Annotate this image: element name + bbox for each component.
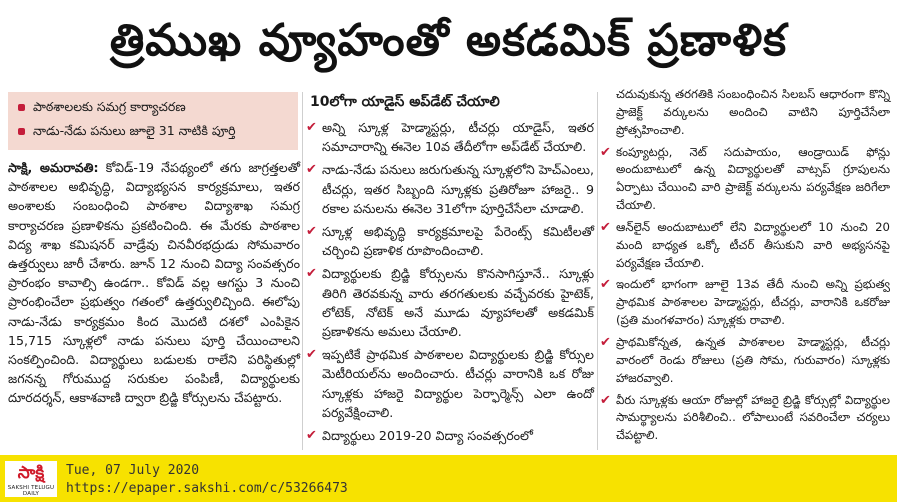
check-icon: ✔: [600, 277, 611, 293]
article-headline: త్రిముఖ వ్యూహంతో అకడమిక్ ప్రణాళిక: [109, 15, 788, 66]
article-paragraph: కోవిడ్-19 నేపథ్యంలో తగు జాగ్రత్తలతో పాఠశాలల అభివృద్ధి, విద్యాభ్యసన కార్యక్రమాలు, ఇతర అంశాలకు సంబంధించి పాఠశాల విద్యాశాఖ సమగ్ర కార్యాచరణ ప్రణాళికను ప్రకటించింది. ఈ మేరకు పాఠశాల విద్య శాఖ కమిషనర్ వాడ్రేవు చినవీరభద్రుడు సోమవారం ఉత్తర్వులు జారీ చేశారు. జూన్ 12 నుంచి విద్యా సంవత్సరం ప్రారంభం కావాల్సి ఉండగా.. కోవిడ్ వల్ల ఆగస్టు 3 నుంచి ప్రారంభించేలా ప్రభుత్వం గతంలో ఉత్తర్వులిచ్చింది. ఈలోపు నాడు-నేడు కార్యక్రమం కింద మొదటి దశలో ఎంపికైన 15,715 స్కూళ్లలో నాడు పనులు పూర్తి చేయించాలని సంకల్పించింది. విద్యార్థులు బడులకు రాలేని పరిస్థితుల్లో జగనన్న గోరుముద్ద సరుకుల పంపిణీ, విద్యార్థులకు దూరదర్శన్, ఆకాశవాణి ద్వారా బ్రిడ్జి కోర్సులను చేపట్టారు.: [8, 160, 300, 406]
list-item-text: ఇప్పటికే ప్రాథమిక పాఠశాలల విద్యార్థులకు బ్రిడ్జి కోర్సుల మెటీరియల్‌ను అందించారు. టీచర్లు వారానికి ఒక రోజు స్కూళ్లకు హాజరై విద్యార్థుల పెర్ఫార్మెన్స్ ఎలా ఉందో పర్యవేక్షించాలి.: [322, 347, 594, 420]
list-item-text: స్కూళ్ల అభివృద్ధి కార్యక్రమాలపై పేరెంట్స్ కమిటీలతో చర్చించి ప్రణాళిక రూపొందించాలి.: [322, 224, 594, 259]
epaper-link[interactable]: https://epaper.sakshi.com/c/53266473: [66, 481, 348, 496]
list-item-text: విద్యార్థులకు బ్రిడ్జి కోర్సులను కొనసాగిస్తూనే.. స్కూళ్లు తిరిగి తెరవకున్న వారు తరగతులకు వచ్చేవరకు హైటెక్, లోటెక్, నోటెక్ అనే మూడు వ్యూహాలతో అకడమిక్ ప్రణాళికను అమలు చేయాలి.: [322, 266, 594, 340]
list-item: [600, 219, 890, 273]
check-icon: ✔: [306, 162, 317, 178]
article-column-1: [8, 158, 300, 408]
highlights-box: [8, 92, 298, 150]
dateline: సాక్షి, అమరావతి:: [8, 160, 99, 175]
list-item-text: వీరు స్కూళ్లకు ఆయా రోజుల్లో హాజరై బ్రిడ్జి కోర్సుల్లో విద్యార్థుల సామర్థ్యాలను పరిశీలించి.. లోపాలుంటే సవరించేలా చర్యలు చేపట్టాలి.: [616, 392, 890, 443]
list-item: [306, 426, 594, 445]
logo-subtext: SAKSHI TELUGU DAILY: [7, 485, 55, 497]
list-item: [306, 160, 594, 218]
list-item-text: చదువుకున్న తరగతికి సంబంధించిన సిలబస్ ఆధారంగా కొన్ని ప్రాజెక్ట్ వర్కులను అందించి వాటిని పూర్తిచేసేలా ప్రోత్సహించాలి.: [616, 87, 890, 137]
highlight-item: [8, 116, 298, 140]
bullet-icon: [18, 104, 25, 111]
logo-text: సాక్షి: [17, 463, 45, 483]
check-icon: ✔: [306, 428, 317, 444]
column-divider: [597, 92, 598, 450]
check-icon: ✔: [600, 392, 611, 408]
sub-heading: 10లోగా యాడైస్ అప్‌డేట్ చేయాలి: [310, 94, 500, 110]
check-icon: ✔: [306, 266, 317, 282]
list-item: [600, 86, 890, 140]
list-item: [600, 334, 890, 388]
list-item: [600, 144, 890, 215]
check-icon: ✔: [600, 219, 611, 235]
highlight-text: నాడు-నేడు పనులు జూలై 31 నాటికి పూర్తి: [33, 123, 236, 138]
list-item-text: ఇందులో భాగంగా జూలై 13వ తేదీ నుంచి అన్ని ప్రభుత్వ ప్రాథమిక పాఠశాలల హెడ్మాస్టర్లు, టీచర్లు, వారానికి ఒకరోజు (ప్రతి మంగళవారం) స్కూళ్లకు రావాలి.: [616, 277, 890, 328]
check-icon: ✔: [600, 334, 611, 350]
check-icon: ✔: [600, 144, 611, 160]
list-item-text: కంప్యూటర్లు, నెట్ సదుపాయం, ఆండ్రాయిడ్ ఫోన్లు అందుబాటులో ఉన్న విద్యార్థులతో వాట్సప్ గ్రూపులను ఏర్పాటు చేయించి వారి ప్రాజెక్ట్ వర్కులను పర్యవేక్షణ జరిగేలా చేయాలి.: [616, 144, 890, 213]
list-item: [600, 392, 890, 446]
article-column-3: [600, 86, 890, 449]
highlight-text: పాఠశాలలకు సమగ్ర కార్యాచరణ: [33, 99, 186, 114]
bullet-icon: [18, 128, 25, 135]
indent-spacer: [600, 86, 616, 140]
list-item: [306, 264, 594, 341]
article-column-2: [306, 92, 594, 449]
list-item: [306, 118, 594, 156]
list-item-text: విద్యార్థులు 2019-20 విద్యా సంవత్సరంలో: [322, 428, 534, 444]
list-item-text: ప్రాథమికోన్నత, ఉన్నత పాఠశాలల హెడ్మాస్టర్లు, టీచర్లు వారంలో రెండు రోజులు (ప్రతి సోమ, గురువారం) స్కూళ్లకు హాజరవ్వాలి.: [616, 334, 890, 385]
check-icon: ✔: [306, 224, 317, 240]
highlight-item: [8, 92, 298, 116]
list-item-text: అన్ని స్కూళ్ల హెడ్మాస్టర్లు, టీచర్లు యాడైస్, ఇతర సమాచారాన్ని ఈనెల 10వ తేదీలోగా అప్‌డేట్ చేయాలి.: [322, 120, 594, 155]
epaper-footer: [0, 455, 897, 502]
check-icon: ✔: [306, 347, 317, 363]
list-item-text: ఆన్‌లైన్ అందుబాటులో లేని విద్యార్థులలో 10 నుంచి 20 మంది బాధ్యత ఒక్కో టీచర్ తీసుకుని వారి అభ్యసనపై పర్యవేక్షణ చేయాలి.: [616, 219, 890, 270]
check-icon: ✔: [306, 120, 317, 135]
column-divider: [302, 92, 303, 450]
sakshi-logo[interactable]: [5, 461, 57, 497]
list-item-text: నాడు-నేడు పనులు జరుగుతున్న స్కూళ్లలోని హెచ్ఎంలు, టీచర్లు, ఇతర సిబ్బంది స్కూళ్లకు ప్రతిరోజూ హాజరై.. 9 రకాల పనులను ఈనెల 31లోగా పూర్తిచేసేలా చూడాలి.: [322, 162, 594, 216]
list-item: [600, 276, 890, 330]
publication-date: Tue, 07 July 2020: [66, 463, 200, 478]
list-item: [306, 345, 594, 422]
list-item: [306, 222, 594, 260]
